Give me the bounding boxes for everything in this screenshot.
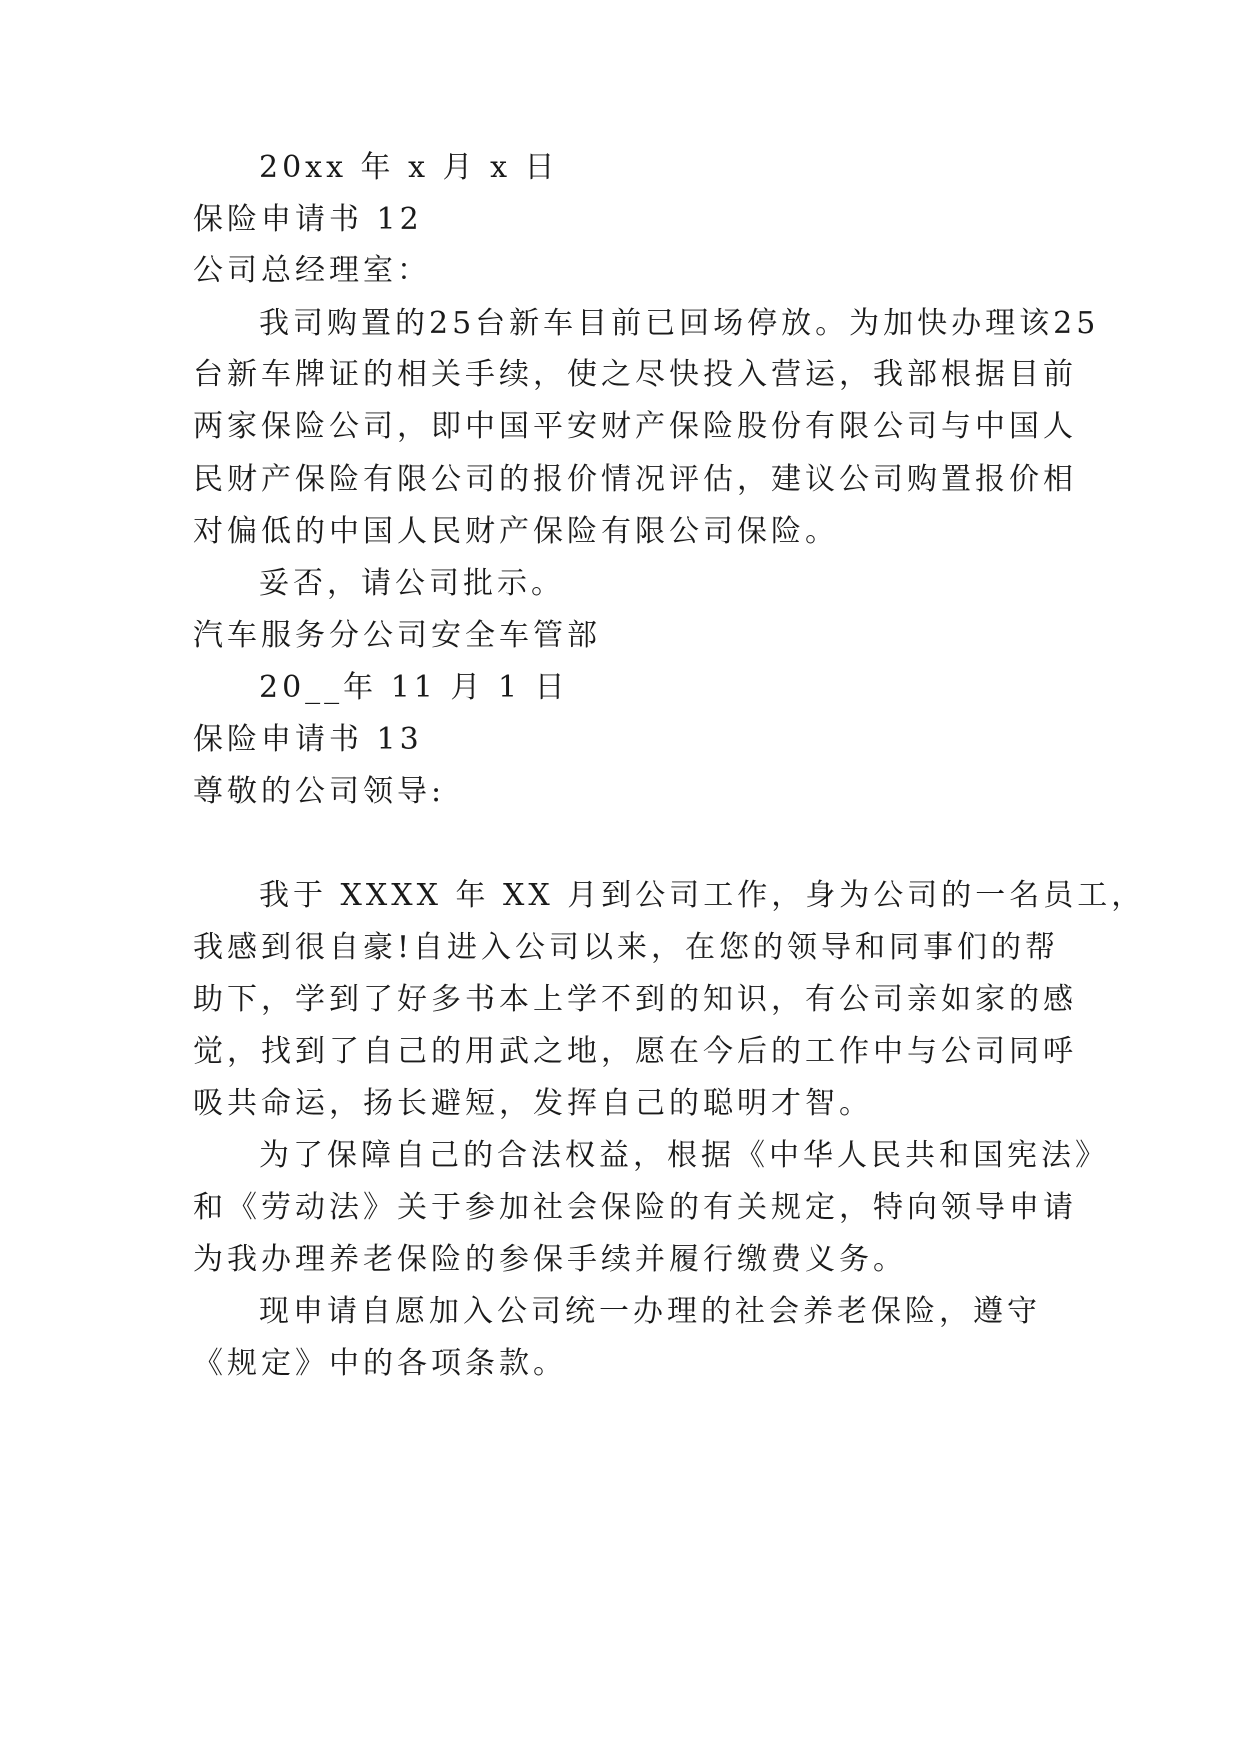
paragraph-12a-line-3: 两家保险公司，即中国平安财产保险股份有限公司与中国人 xyxy=(193,409,1077,444)
paragraph-13b-line-1: 为了保障自己的合法权益，根据《中华人民共和国宪法》 xyxy=(259,1138,1109,1173)
paragraph-13a-line-2: 我感到很自豪!自进入公司以来，在您的领导和同事们的帮 xyxy=(193,930,1060,965)
paragraph-13a-line-1: 我于 XXXX 年 XX 月到公司工作，身为公司的一名员工， xyxy=(259,878,1146,913)
date-line-1: 20xx 年 x 月 x 日 xyxy=(259,150,559,185)
title-13: 保险申请书 13 xyxy=(193,722,423,757)
paragraph-13c-line-2: 《规定》中的各项条款。 xyxy=(193,1346,567,1381)
paragraph-13a-line-4: 觉，找到了自己的用武之地，愿在今后的工作中与公司同呼 xyxy=(193,1034,1077,1069)
signature-12: 汽车服务分公司安全车管部 xyxy=(193,618,601,653)
paragraph-13b-line-2: 和《劳动法》关于参加社会保险的有关规定，特向领导申请 xyxy=(193,1190,1077,1225)
paragraph-13c-line-1: 现申请自愿加入公司统一办理的社会养老保险，遵守 xyxy=(259,1294,1041,1329)
salutation-12: 公司总经理室： xyxy=(193,253,431,288)
paragraph-12a-line-4: 民财产保险有限公司的报价情况评估，建议公司购置报价相 xyxy=(193,462,1077,497)
salutation-13: 尊敬的公司领导: xyxy=(193,774,446,809)
paragraph-12b: 妥否，请公司批示。 xyxy=(259,566,565,601)
paragraph-12a-line-2: 台新车牌证的相关手续，使之尽快投入营运，我部根据目前 xyxy=(193,357,1077,392)
paragraph-12a-line-5: 对偏低的中国人民财产保险有限公司保险。 xyxy=(193,514,839,549)
paragraph-13b-line-3: 为我办理养老保险的参保手续并履行缴费义务。 xyxy=(193,1242,907,1277)
paragraph-12a-line-1: 我司购置的25台新车目前已回场停放。为加快办理该25 xyxy=(259,306,1100,341)
paragraph-13a-line-3: 助下，学到了好多书本上学不到的知识，有公司亲如家的感 xyxy=(193,982,1077,1017)
paragraph-13a-line-5: 吸共命运，扬长避短，发挥自己的聪明才智。 xyxy=(193,1086,873,1121)
title-12: 保险申请书 12 xyxy=(193,202,423,237)
date-line-12: 20__年 11 月 1 日 xyxy=(259,670,569,705)
